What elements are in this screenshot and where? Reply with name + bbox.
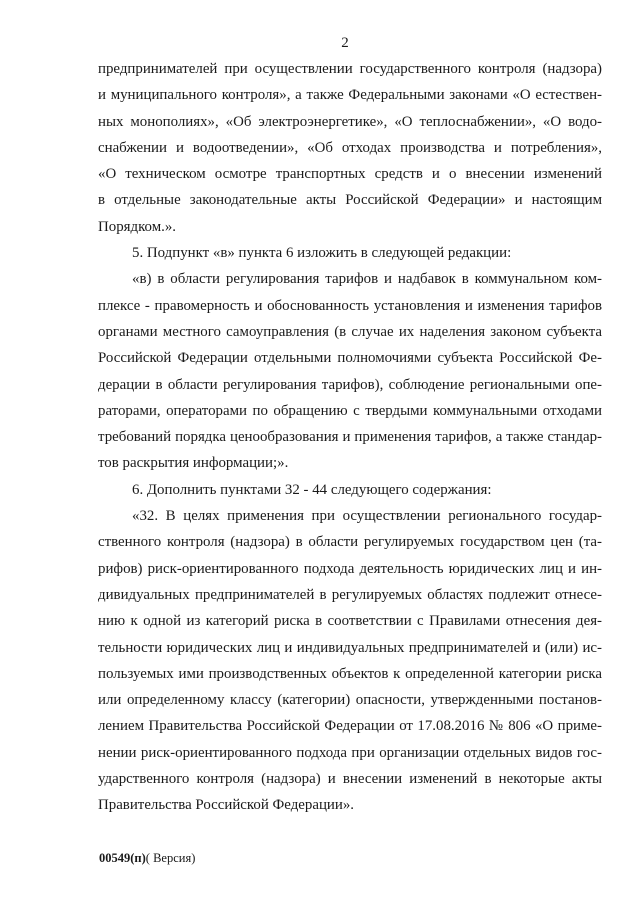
page-number: 2 bbox=[341, 35, 349, 51]
text-line: 5. Подпункт «в» пункта 6 изложить в следующей редакции: bbox=[132, 245, 512, 262]
text-line: «32. В целях применения при осуществлении регионального государ- bbox=[132, 508, 602, 525]
text-line: 6. Дополнить пунктами 32 - 44 следующего содержания: bbox=[132, 481, 492, 498]
text-line: плексе - правомерность и обоснованность установления и изменения тарифов bbox=[98, 297, 602, 314]
text-line: требований порядка ценообразования и применения тарифов, а также стандар- bbox=[98, 429, 602, 446]
text-line: нении риск-ориентированного подхода при организации отдельных видов гос- bbox=[98, 744, 602, 761]
text-line: Правительства Российской Федерации». bbox=[98, 797, 355, 814]
text-line: дивидуальных предпринимателей в регулируемых областях подлежит отнесе- bbox=[98, 586, 602, 603]
text-line: лением Правительства Российской Федерации от 17.08.2016 № 806 «О приме- bbox=[98, 718, 602, 735]
text-line: ных монополиях», «Об электроэнергетике», «О теплоснабжении», «О водо- bbox=[98, 113, 602, 130]
text-line: и муниципального контроля», а также Федеральными законами «О естествен- bbox=[98, 87, 602, 104]
text-line: ственного контроля (надзора) в области регулируемых государством цен (та- bbox=[98, 534, 602, 551]
text-line: снабжении и водоотведении», «Об отходах производства и потребления», bbox=[98, 139, 602, 156]
text-line: раторами, операторами по обращению с твердыми коммунальными отходами bbox=[98, 402, 602, 419]
text-line: тов раскрытия информации;». bbox=[98, 455, 289, 472]
text-line: в отдельные законодательные акты Российской Федерации» и настоящим bbox=[98, 192, 602, 209]
document-version: ( Версия) bbox=[145, 851, 196, 865]
text-line: ударственного контроля (надзора) и внесении изменений в некоторые акты bbox=[98, 771, 602, 788]
text-line: тельности юридических лиц и индивидуальных предпринимателей и (или) ис- bbox=[98, 639, 602, 656]
text-line: или определенному классу (категории) опасности, утвержденными постанов- bbox=[98, 692, 602, 709]
text-line: предпринимателей при осуществлении государственного контроля (надзора) bbox=[98, 61, 602, 77]
document-footer bbox=[99, 850, 195, 866]
document-body bbox=[98, 56, 602, 819]
text-line: «О техническом осмотре транспортных средств и о внесении изменений bbox=[98, 166, 602, 183]
text-line: «в) в области регулирования тарифов и надбавок в коммунальном ком- bbox=[132, 271, 602, 288]
text-line: пользуемых ими производственных объектов к определенной категории риска bbox=[98, 665, 602, 682]
text-line: рифов) риск-ориентированного подхода деятельность юридических лиц и ин- bbox=[98, 560, 602, 577]
text-line: органами местного самоуправления (в случае их наделения законом субъекта bbox=[98, 323, 602, 340]
document-code: 00549(п) bbox=[99, 851, 146, 865]
text-line: Российской Федерации отдельными полномочиями субъекта Российской Фе- bbox=[98, 350, 602, 367]
text-line: дерации в области регулирования тарифов), соблюдение региональными опе- bbox=[98, 376, 602, 393]
text-line: Порядком.». bbox=[98, 218, 177, 235]
text-line: нию к одной из категорий риска в соответствии с Правилами отнесения дея- bbox=[98, 613, 602, 630]
